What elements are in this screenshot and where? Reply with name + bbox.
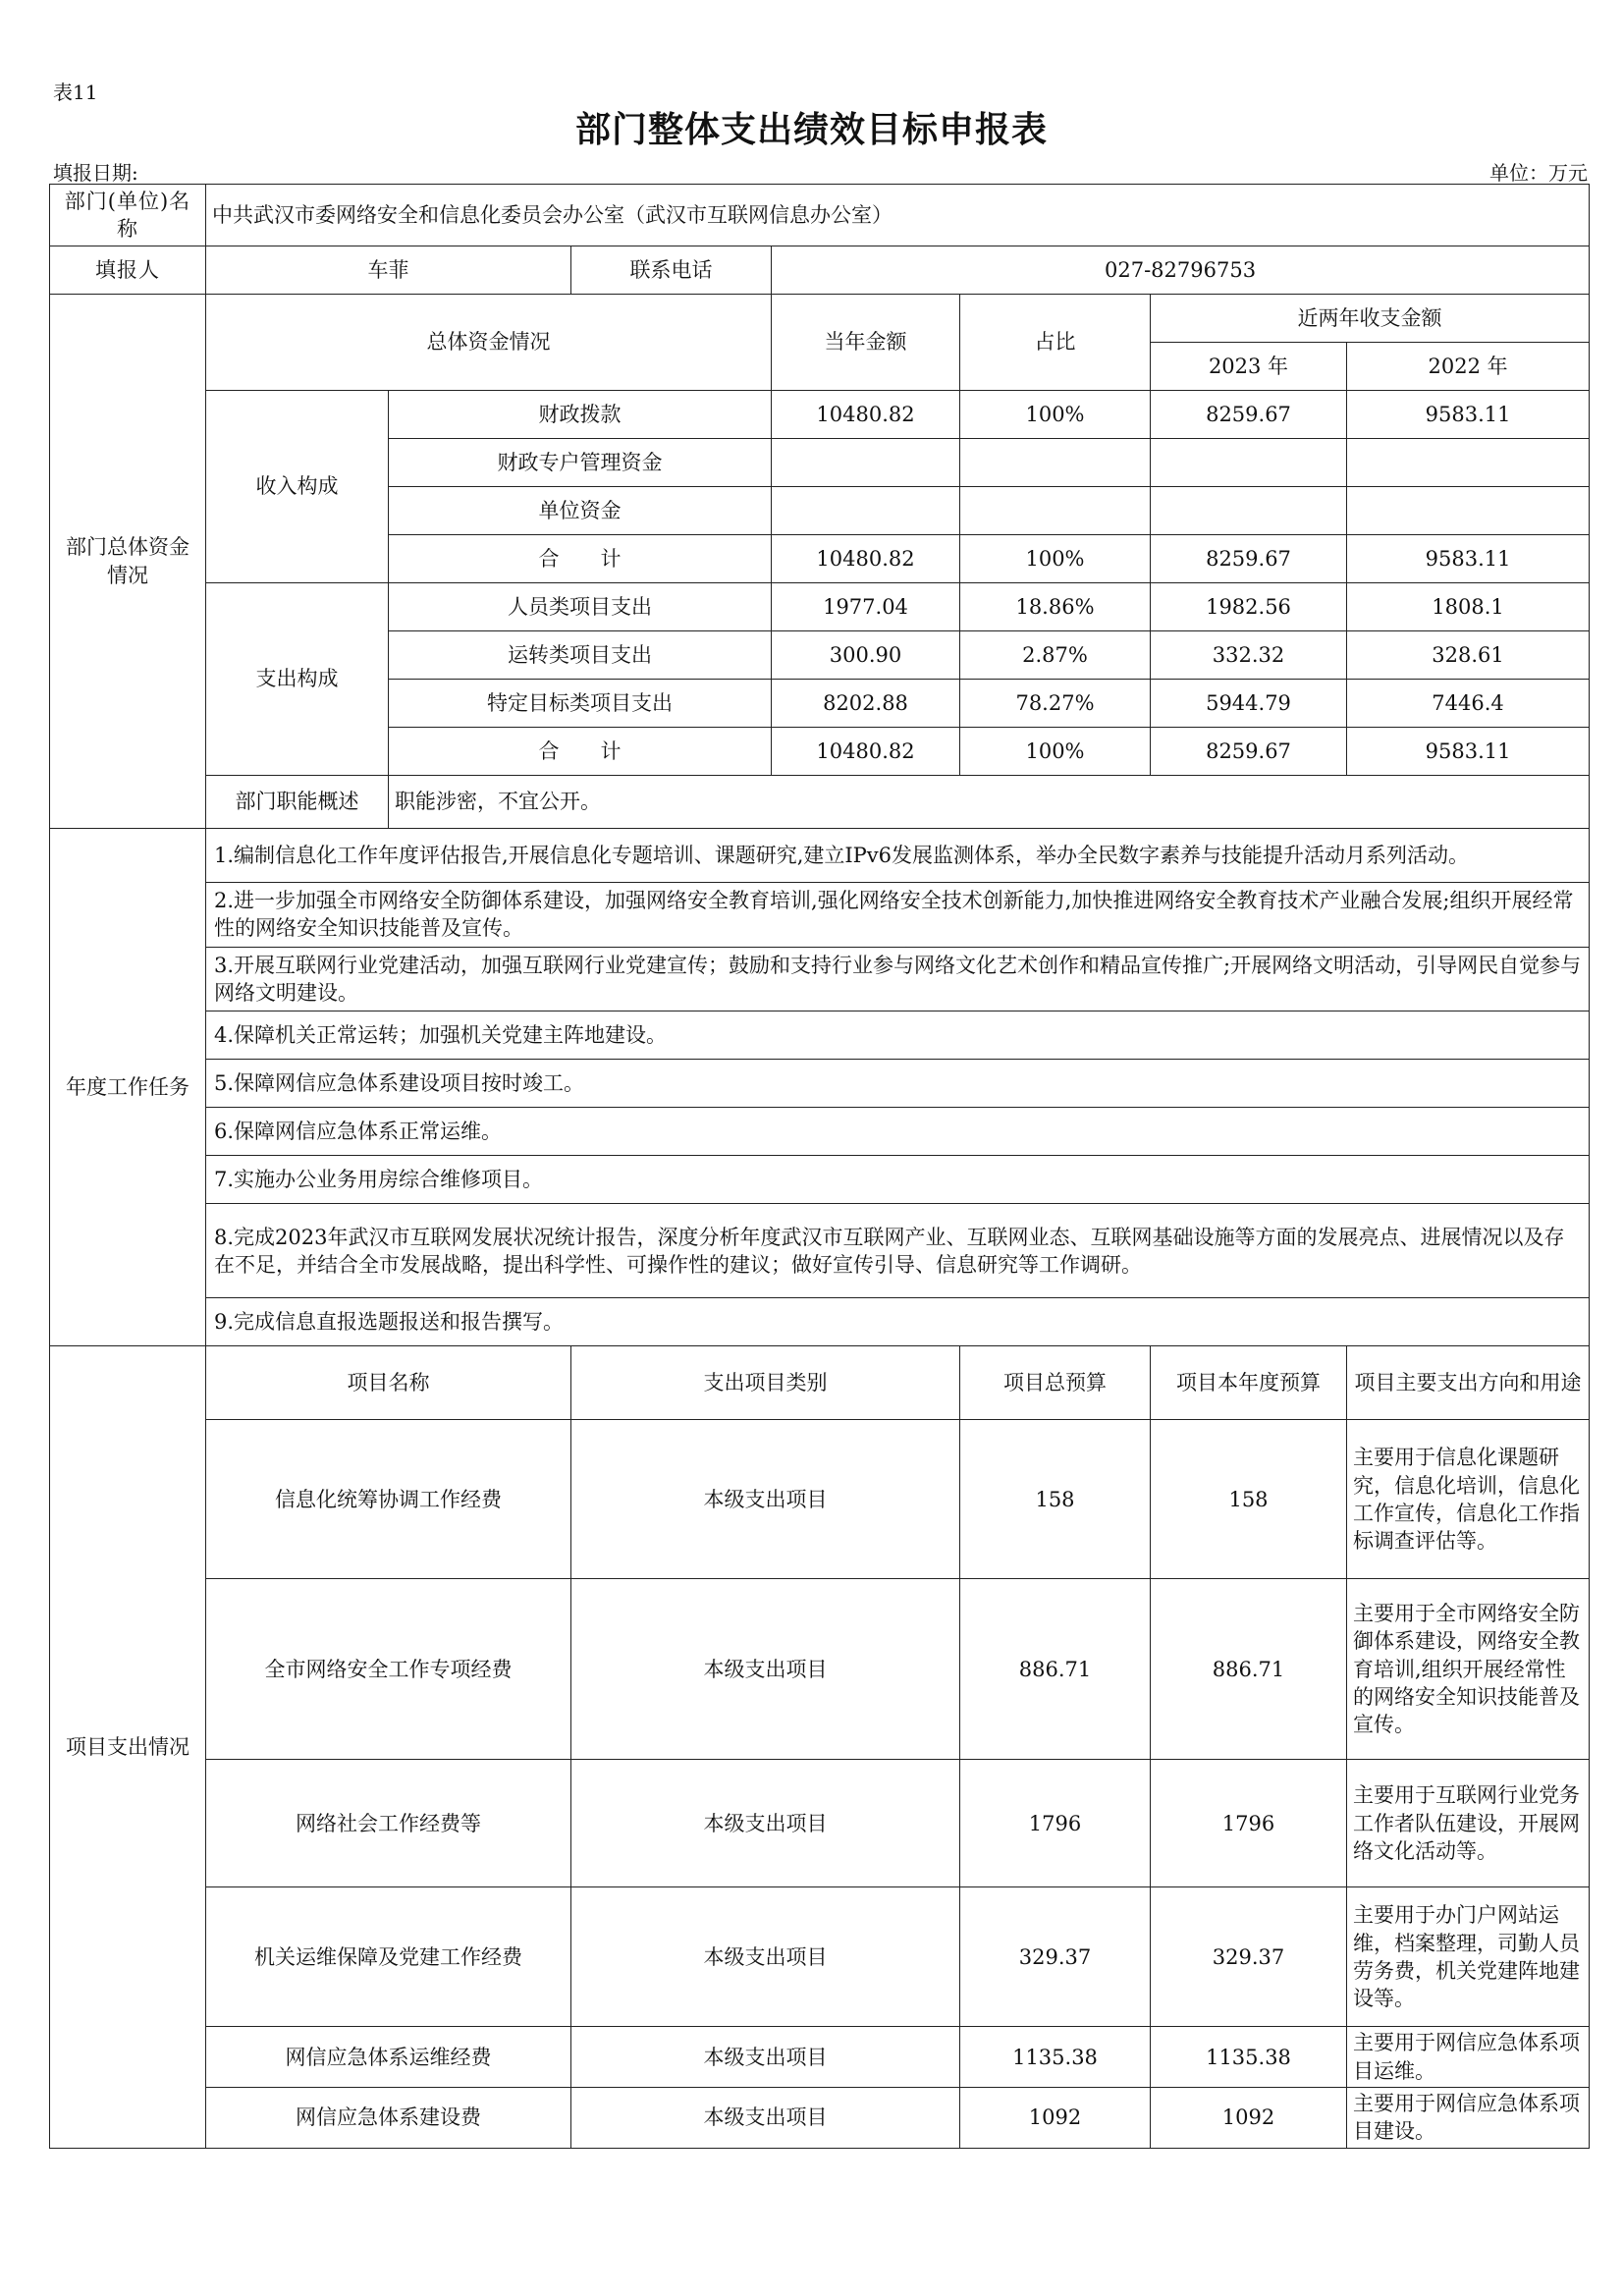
project-name: 机关运维保障及党建工作经费	[206, 1887, 571, 2027]
project-name: 信息化统筹协调工作经费	[206, 1420, 571, 1579]
task-row	[50, 829, 1590, 883]
project-category: 本级支出项目	[571, 1760, 960, 1887]
project-category: 本级支出项目	[571, 2088, 960, 2149]
project-row	[50, 1887, 1590, 2027]
project-total: 1135.38	[960, 2027, 1151, 2088]
funds-section-label: 部门总体资金情况	[50, 295, 206, 829]
projects-label: 项目支出情况	[50, 1346, 206, 2148]
task-item: 5.保障网信应急体系建设项目按时竣工。	[206, 1060, 1590, 1108]
col-year-2022: 2022 年	[1347, 343, 1590, 391]
page-title: 部门整体支出绩效目标申报表	[574, 110, 1048, 150]
project-annual: 329.37	[1151, 1887, 1347, 2027]
project-category: 本级支出项目	[571, 1420, 960, 1579]
project-annual: 158	[1151, 1420, 1347, 1579]
income-2023: 8259.67	[1151, 391, 1347, 439]
income-ratio: 100%	[960, 391, 1151, 439]
phone-label: 联系电话	[571, 246, 772, 295]
task-item: 2.进一步加强全市网络安全防御体系建设，加强网络安全教育培训,强化网络安全技术创新能力,加快推进网络安全教育技术产业融合发展;组织开展经常性的网络安全知识技能普及宣传。	[206, 883, 1590, 948]
project-purpose: 主要用于网信应急体系项目建设。	[1347, 2088, 1590, 2149]
expense-ratio: 18.86%	[960, 583, 1151, 631]
expense-2023: 8259.67	[1151, 728, 1347, 776]
income-2022: 9583.11	[1347, 535, 1590, 583]
project-purpose: 主要用于网信应急体系项目运维。	[1347, 2027, 1590, 2088]
project-total: 329.37	[960, 1887, 1151, 2027]
reporter-label: 填报人	[50, 246, 206, 295]
income-ratio	[960, 487, 1151, 535]
expense-row	[50, 583, 1590, 631]
income-name: 单位资金	[389, 487, 772, 535]
dept-label: 部门(单位)名称	[50, 185, 206, 246]
dept-row	[50, 185, 1590, 246]
project-category: 本级支出项目	[571, 1579, 960, 1760]
expense-label: 支出构成	[206, 583, 389, 776]
phone-value: 027-82796753	[772, 246, 1590, 295]
expense-2023: 1982.56	[1151, 583, 1347, 631]
project-row	[50, 1760, 1590, 1887]
reporter-value: 车菲	[206, 246, 571, 295]
project-category: 本级支出项目	[571, 2027, 960, 2088]
task-row	[50, 1156, 1590, 1204]
project-name: 全市网络安全工作专项经费	[206, 1579, 571, 1760]
col-recent-two-years: 近两年收支金额	[1151, 295, 1590, 343]
project-purpose: 主要用于全市网络安全防御体系建设，网络安全教育培训,组织开展经常性的网络安全知识技能普及宣传。	[1347, 1579, 1590, 1760]
project-category: 本级支出项目	[571, 1887, 960, 2027]
col-project-category: 支出项目类别	[571, 1346, 960, 1420]
expense-2022: 328.61	[1347, 631, 1590, 680]
income-label: 收入构成	[206, 391, 389, 583]
expense-current: 10480.82	[772, 728, 960, 776]
task-item: 8.完成2023年武汉市互联网发展状况统计报告，深度分析年度武汉市互联网产业、互联网业态、互联网基础设施等方面的发展亮点、进展情况以及存在不足，并结合全市发展战略，提出科学性、可操作性的建议；做好宣传引导、信息研究等工作调研。	[206, 1204, 1590, 1298]
expense-name: 运转类项目支出	[389, 631, 772, 680]
income-current	[772, 487, 960, 535]
project-name: 网信应急体系运维经费	[206, 2027, 571, 2088]
project-row	[50, 2027, 1590, 2088]
col-project-annual: 项目本年度预算	[1151, 1346, 1347, 1420]
expense-name: 合 计	[389, 728, 772, 776]
income-row	[50, 391, 1590, 439]
reporter-row	[50, 246, 1590, 295]
duties-label: 部门职能概述	[206, 776, 389, 829]
income-current: 10480.82	[772, 535, 960, 583]
task-row	[50, 947, 1590, 1011]
task-item: 9.完成信息直报选题报送和报告撰写。	[206, 1298, 1590, 1346]
expense-2023: 332.32	[1151, 631, 1347, 680]
income-2022	[1347, 439, 1590, 487]
task-row	[50, 1011, 1590, 1060]
expense-ratio: 78.27%	[960, 680, 1151, 728]
unit-label: 单位：万元	[1489, 161, 1588, 185]
funds-header-row	[50, 295, 1590, 343]
projects-header-row	[50, 1346, 1590, 1420]
expense-current: 300.90	[772, 631, 960, 680]
task-item: 4.保障机关正常运转；加强机关党建主阵地建设。	[206, 1011, 1590, 1060]
tasks-label: 年度工作任务	[50, 829, 206, 1346]
task-row	[50, 883, 1590, 948]
expense-ratio: 2.87%	[960, 631, 1151, 680]
project-total: 1092	[960, 2088, 1151, 2149]
task-row	[50, 1108, 1590, 1156]
duties-row	[50, 776, 1590, 829]
table-number: 表11	[53, 81, 98, 104]
task-item: 1.编制信息化工作年度评估报告,开展信息化专题培训、课题研究,建立IPv6发展监测体系，举办全民数字素养与技能提升活动月系列活动。	[206, 829, 1590, 883]
col-project-purpose: 项目主要支出方向和用途	[1347, 1346, 1590, 1420]
project-annual: 1092	[1151, 2088, 1347, 2149]
income-2023: 8259.67	[1151, 535, 1347, 583]
project-annual: 886.71	[1151, 1579, 1347, 1760]
expense-name: 特定目标类项目支出	[389, 680, 772, 728]
income-2022: 9583.11	[1347, 391, 1590, 439]
task-row	[50, 1298, 1590, 1346]
performance-form-table	[49, 184, 1590, 2149]
expense-name: 人员类项目支出	[389, 583, 772, 631]
expense-2022: 7446.4	[1347, 680, 1590, 728]
expense-2022: 9583.11	[1347, 728, 1590, 776]
dept-value: 中共武汉市委网络安全和信息化委员会办公室（武汉市互联网信息办公室）	[206, 185, 1590, 246]
expense-current: 1977.04	[772, 583, 960, 631]
expense-current: 8202.88	[772, 680, 960, 728]
col-ratio: 占比	[960, 295, 1151, 391]
expense-2022: 1808.1	[1347, 583, 1590, 631]
task-item: 6.保障网信应急体系正常运维。	[206, 1108, 1590, 1156]
income-2023	[1151, 439, 1347, 487]
project-purpose: 主要用于互联网行业党务工作者队伍建设，开展网络文化活动等。	[1347, 1760, 1590, 1887]
overall-funds-label: 总体资金情况	[206, 295, 772, 391]
task-item: 3.开展互联网行业党建活动，加强互联网行业党建宣传；鼓励和支持行业参与网络文化艺术创作和精品宣传推广;开展网络文明活动，引导网民自觉参与网络文明建设。	[206, 947, 1590, 1011]
project-purpose: 主要用于办门户网站运维，档案整理，司勤人员劳务费，机关党建阵地建设等。	[1347, 1887, 1590, 2027]
income-ratio: 100%	[960, 535, 1151, 583]
project-total: 158	[960, 1420, 1151, 1579]
project-total: 886.71	[960, 1579, 1151, 1760]
project-row	[50, 1420, 1590, 1579]
project-name: 网信应急体系建设费	[206, 2088, 571, 2149]
task-row	[50, 1204, 1590, 1298]
task-item: 7.实施办公业务用房综合维修项目。	[206, 1156, 1590, 1204]
income-2023	[1151, 487, 1347, 535]
income-current: 10480.82	[772, 391, 960, 439]
expense-2023: 5944.79	[1151, 680, 1347, 728]
col-project-name: 项目名称	[206, 1346, 571, 1420]
project-row	[50, 2088, 1590, 2149]
income-ratio	[960, 439, 1151, 487]
income-name: 合 计	[389, 535, 772, 583]
project-name: 网络社会工作经费等	[206, 1760, 571, 1887]
income-name: 财政专户管理资金	[389, 439, 772, 487]
duties-value: 职能涉密，不宜公开。	[389, 776, 1590, 829]
project-row	[50, 1579, 1590, 1760]
project-purpose: 主要用于信息化课题研究，信息化培训，信息化工作宣传，信息化工作指标调查评估等。	[1347, 1420, 1590, 1579]
col-year-2023: 2023 年	[1151, 343, 1347, 391]
project-annual: 1796	[1151, 1760, 1347, 1887]
col-current-amount: 当年金额	[772, 295, 960, 391]
task-row	[50, 1060, 1590, 1108]
project-total: 1796	[960, 1760, 1151, 1887]
fill-date-label: 填报日期:	[53, 161, 138, 185]
expense-ratio: 100%	[960, 728, 1151, 776]
col-project-total: 项目总预算	[960, 1346, 1151, 1420]
income-2022	[1347, 487, 1590, 535]
project-annual: 1135.38	[1151, 2027, 1347, 2088]
income-current	[772, 439, 960, 487]
income-name: 财政拨款	[389, 391, 772, 439]
